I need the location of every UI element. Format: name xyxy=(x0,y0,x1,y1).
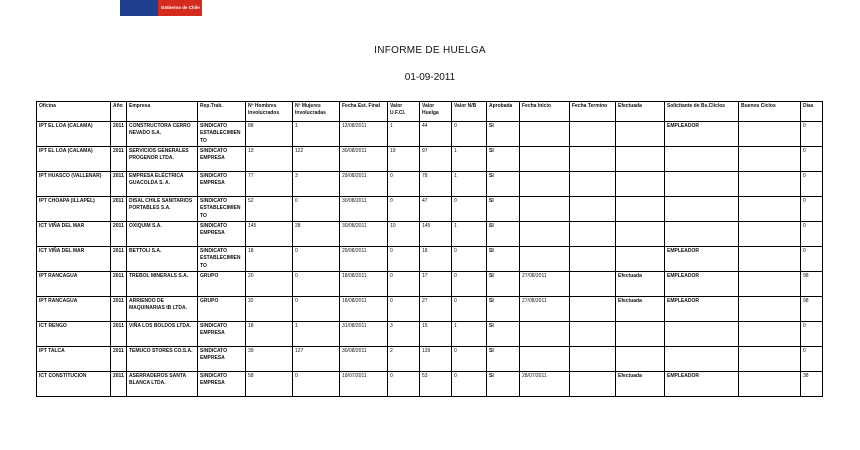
table-cell: SINDICATO ESTABLECIMIENTO xyxy=(198,122,246,147)
table-cell: EMPRESA ELÉCTRICA GUACOLDA S. A. xyxy=(127,172,198,197)
table-cell: 98 xyxy=(801,297,823,322)
table-cell: ICT VIÑA DEL MAR xyxy=(37,247,111,272)
table-cell: 0 xyxy=(293,297,340,322)
table-cell: 97 xyxy=(420,147,452,172)
table-cell: BETTOLI S.A. xyxy=(127,247,198,272)
table-cell xyxy=(570,172,616,197)
table-cell: VIÑA LOS BOLDOS LTDA. xyxy=(127,322,198,347)
column-header: Valor U.F.Cl. xyxy=(388,102,420,122)
table-cell: 0 xyxy=(388,197,420,222)
table-cell: SI xyxy=(487,172,520,197)
table-cell: CONSTRUCTORA CERRO NEVADO S.A. xyxy=(127,122,198,147)
table-cell: 2011 xyxy=(111,172,127,197)
table-cell: 0 xyxy=(801,322,823,347)
table-cell: 2 xyxy=(388,347,420,372)
table-row xyxy=(37,172,823,197)
table-cell: 0 xyxy=(801,247,823,272)
column-header: Oficina xyxy=(37,102,111,122)
table-cell: 30/08/2011 xyxy=(340,222,388,247)
table-cell: ASERRADEROS SANTA BLANCA LTDA. xyxy=(127,372,198,397)
table-cell: 0 xyxy=(452,372,487,397)
table-cell: 122 xyxy=(293,147,340,172)
table-cell: 2011 xyxy=(111,222,127,247)
column-header: Año xyxy=(111,102,127,122)
column-header: Fecha Termino xyxy=(570,102,616,122)
table-cell xyxy=(570,147,616,172)
table-row xyxy=(37,197,823,222)
table-cell: 39 xyxy=(246,347,293,372)
table-cell xyxy=(616,147,665,172)
table-row xyxy=(37,372,823,397)
table-cell: SI xyxy=(487,372,520,397)
table-cell: 0 xyxy=(801,147,823,172)
table-cell xyxy=(570,372,616,397)
table-cell xyxy=(739,372,801,397)
table-cell xyxy=(616,197,665,222)
table-cell xyxy=(520,347,570,372)
table-cell: 78 xyxy=(420,172,452,197)
table-cell xyxy=(616,122,665,147)
table-cell: 30/08/2011 xyxy=(340,197,388,222)
table-cell xyxy=(570,272,616,297)
table-cell: SINDICATO ESTABLECIMIENTO xyxy=(198,247,246,272)
table-cell: 1 xyxy=(452,172,487,197)
table-cell xyxy=(665,147,739,172)
table-cell: 30/08/2011 xyxy=(340,147,388,172)
table-cell xyxy=(520,222,570,247)
table-cell: IPT RANCAGUA xyxy=(37,272,111,297)
column-header: Fecha Est. Final xyxy=(340,102,388,122)
table-cell xyxy=(520,122,570,147)
table-cell: 0 xyxy=(801,347,823,372)
table-cell: DISAL CHILE SANITARIOS PORTABLES S.A. xyxy=(127,197,198,222)
table-cell: 18 xyxy=(246,247,293,272)
table-cell: 17 xyxy=(420,272,452,297)
table-cell: 0 xyxy=(452,247,487,272)
table-cell: EMPLEADOR xyxy=(665,272,739,297)
table-cell: 0 xyxy=(388,247,420,272)
column-header: Aprobada xyxy=(487,102,520,122)
table-cell: EMPLEADOR xyxy=(665,122,739,147)
table-cell xyxy=(665,197,739,222)
table-cell xyxy=(665,222,739,247)
column-header: Solicitante de Bs.Cliclos xyxy=(665,102,739,122)
table-row xyxy=(37,322,823,347)
table-cell: 2011 xyxy=(111,147,127,172)
table-cell: 88 xyxy=(246,122,293,147)
table-cell: 10 xyxy=(388,222,420,247)
column-header: Valor Huelga xyxy=(420,102,452,122)
table-cell: 28 xyxy=(293,222,340,247)
table-cell: 2011 xyxy=(111,247,127,272)
column-header: Efectuada xyxy=(616,102,665,122)
table-cell: SI xyxy=(487,322,520,347)
table-cell: 0 xyxy=(293,372,340,397)
table-cell: 2011 xyxy=(111,297,127,322)
table-row xyxy=(37,222,823,247)
table-cell: 1 xyxy=(388,122,420,147)
table-cell: 19 xyxy=(388,147,420,172)
table-cell: 0 xyxy=(452,297,487,322)
table-cell: IPT TALCA xyxy=(37,347,111,372)
table-cell xyxy=(570,197,616,222)
table-row xyxy=(37,247,823,272)
table-cell xyxy=(739,272,801,297)
table-cell: SINDICATO EMPRESA xyxy=(198,172,246,197)
table-cell: SI xyxy=(487,122,520,147)
table-cell xyxy=(665,322,739,347)
table-cell: 2011 xyxy=(111,122,127,147)
table-cell xyxy=(520,247,570,272)
table-cell: 0 xyxy=(293,197,340,222)
table-cell: 0 xyxy=(452,122,487,147)
table-cell: 38 xyxy=(801,372,823,397)
table-cell: 27/08/2011 xyxy=(520,272,570,297)
column-header: Rep.Trab. xyxy=(198,102,246,122)
column-header: Nº Mujeres Involucradas xyxy=(293,102,340,122)
table-cell: 0 xyxy=(293,247,340,272)
table-cell: 0 xyxy=(388,172,420,197)
table-cell: 18/08/2011 xyxy=(340,272,388,297)
table-cell: 15 xyxy=(420,322,452,347)
table-cell: 2011 xyxy=(111,197,127,222)
table-cell: EMPLEADOR xyxy=(665,297,739,322)
table-cell: 0 xyxy=(801,122,823,147)
table-cell: 1 xyxy=(293,122,340,147)
table-cell: SI xyxy=(487,222,520,247)
table-cell: 127 xyxy=(293,347,340,372)
table-cell: 1 xyxy=(452,222,487,247)
table-cell: SINDICATO ESTABLECIMIENTO xyxy=(198,197,246,222)
table-cell xyxy=(739,247,801,272)
table-cell: SI xyxy=(487,247,520,272)
table-cell: IPT EL LOA (CALAMA) xyxy=(37,147,111,172)
logo-blue-block xyxy=(120,0,158,16)
table-cell: SI xyxy=(487,197,520,222)
table-cell: SINDICATO EMPRESA xyxy=(198,322,246,347)
table-cell: SINDICATO EMPRESA xyxy=(198,222,246,247)
column-header: Buenos Ciclos xyxy=(739,102,801,122)
table-cell: Efectuada xyxy=(616,372,665,397)
table-cell: 0 xyxy=(801,197,823,222)
table-cell: Efectuada xyxy=(616,272,665,297)
table-cell: 44 xyxy=(420,122,452,147)
table-cell xyxy=(616,172,665,197)
table-cell xyxy=(570,222,616,247)
table-cell: EMPLEADOR xyxy=(665,372,739,397)
table-cell: SINDICATO EMPRESA xyxy=(198,372,246,397)
table-cell: 145 xyxy=(246,222,293,247)
table-cell: 27/08/2011 xyxy=(520,297,570,322)
table-row xyxy=(37,347,823,372)
table-cell xyxy=(570,122,616,147)
table-cell: 12/08/2011 xyxy=(340,122,388,147)
table-cell: 3 xyxy=(293,172,340,197)
table-cell: 32 xyxy=(246,297,293,322)
table-cell: 145 xyxy=(420,222,452,247)
table-cell: 29/08/2011 xyxy=(340,172,388,197)
table-cell xyxy=(665,347,739,372)
table-cell: SI xyxy=(487,297,520,322)
table-cell xyxy=(570,297,616,322)
table-cell: 0 xyxy=(801,222,823,247)
column-header: Nº Hombres Involucrados xyxy=(246,102,293,122)
table-cell: 20 xyxy=(246,272,293,297)
table-cell xyxy=(739,297,801,322)
table-cell: GRUPO xyxy=(198,297,246,322)
table-cell: Efectuada xyxy=(616,297,665,322)
table-cell xyxy=(616,347,665,372)
table-cell: 1 xyxy=(452,147,487,172)
table-cell xyxy=(739,122,801,147)
table-cell: 18 xyxy=(420,247,452,272)
table-cell: 0 xyxy=(388,297,420,322)
table-cell: 2011 xyxy=(111,272,127,297)
table-cell: IPT HUASCO (VALLENAR) xyxy=(37,172,111,197)
table-cell: SINDICATO EMPRESA xyxy=(198,147,246,172)
table-cell: SI xyxy=(487,347,520,372)
table-body xyxy=(37,122,823,397)
table-cell: SI xyxy=(487,272,520,297)
table-cell: 13 xyxy=(246,147,293,172)
table-cell: 28/07/2011 xyxy=(520,372,570,397)
gobierno-logo xyxy=(120,0,202,16)
table-cell: EMPLEADOR xyxy=(665,247,739,272)
table-cell xyxy=(739,197,801,222)
table-cell xyxy=(520,172,570,197)
column-header: Empresa xyxy=(127,102,198,122)
table-cell xyxy=(739,347,801,372)
report-title: INFORME DE HUELGA xyxy=(374,45,486,56)
table-cell: 30/08/2011 xyxy=(340,347,388,372)
table-header-row xyxy=(37,102,823,122)
table-cell: 0 xyxy=(452,272,487,297)
column-header: Fecha Inicio xyxy=(520,102,570,122)
table-cell: ICT VIÑA DEL MAR xyxy=(37,222,111,247)
table-cell: 2011 xyxy=(111,347,127,372)
table-cell: 0 xyxy=(388,272,420,297)
table-row xyxy=(37,122,823,147)
table-cell: 0 xyxy=(293,272,340,297)
table-cell xyxy=(739,147,801,172)
table-cell: 2011 xyxy=(111,322,127,347)
table-cell: IPT RANCAGUA xyxy=(37,297,111,322)
table-cell: ARRIENDO DE MAQUINARIAS IB LTDA. xyxy=(127,297,198,322)
table-cell: 1 xyxy=(452,322,487,347)
table-cell xyxy=(570,347,616,372)
table-cell: 0 xyxy=(801,172,823,197)
report-date: 01-09-2011 xyxy=(404,72,456,83)
table-cell: 29/08/2011 xyxy=(340,247,388,272)
table-cell xyxy=(616,322,665,347)
table-cell: 58 xyxy=(246,372,293,397)
table-cell xyxy=(520,322,570,347)
column-header: Días xyxy=(801,102,823,122)
table-cell: SINDICATO EMPRESA xyxy=(198,347,246,372)
logo-red-block xyxy=(158,0,202,16)
table-cell: IPT CHOAPA (ILLAPEL) xyxy=(37,197,111,222)
table-cell: SI xyxy=(487,147,520,172)
table-cell: 98 xyxy=(801,272,823,297)
table-cell: GRUPO xyxy=(198,272,246,297)
column-header: Valor N/B xyxy=(452,102,487,122)
table-cell: 3 xyxy=(388,322,420,347)
table-cell: 2011 xyxy=(111,372,127,397)
table-cell: 18 xyxy=(246,322,293,347)
table-cell: OXIQUIM S.A. xyxy=(127,222,198,247)
table-cell xyxy=(616,247,665,272)
table-cell: ICT RENGO xyxy=(37,322,111,347)
table-cell xyxy=(616,222,665,247)
table-cell: 77 xyxy=(246,172,293,197)
table-cell: 0 xyxy=(452,197,487,222)
table-cell xyxy=(570,322,616,347)
table-cell: 52 xyxy=(246,197,293,222)
table-cell: 139 xyxy=(420,347,452,372)
table-cell xyxy=(570,247,616,272)
table-cell: 31/08/2011 xyxy=(340,322,388,347)
table-cell xyxy=(739,222,801,247)
table-row xyxy=(37,272,823,297)
table-row xyxy=(37,297,823,322)
table-cell xyxy=(520,197,570,222)
strike-report-table xyxy=(36,101,823,397)
table-cell xyxy=(739,172,801,197)
table-cell xyxy=(739,322,801,347)
table-cell: 19/07/2011 xyxy=(340,372,388,397)
table-cell: 53 xyxy=(420,372,452,397)
table-cell: 0 xyxy=(388,372,420,397)
table-cell xyxy=(665,172,739,197)
table-cell: 27 xyxy=(420,297,452,322)
table-cell: SERVICIOS GENERALES PROGENOR LTDA. xyxy=(127,147,198,172)
table-cell: IPT EL LOA (CALAMA) xyxy=(37,122,111,147)
table-cell: 18/08/2011 xyxy=(340,297,388,322)
table-row xyxy=(37,147,823,172)
logo-text: Gobierno de Chile xyxy=(161,5,200,10)
table-cell: 47 xyxy=(420,197,452,222)
table-cell: ICT CONSTITUCION xyxy=(37,372,111,397)
table-cell: 0 xyxy=(452,347,487,372)
table-cell: TEMUCO STORES CO.S.A. xyxy=(127,347,198,372)
table-cell: 1 xyxy=(293,322,340,347)
table-cell: TREBOL MINERALS S.A. xyxy=(127,272,198,297)
table-cell xyxy=(520,147,570,172)
